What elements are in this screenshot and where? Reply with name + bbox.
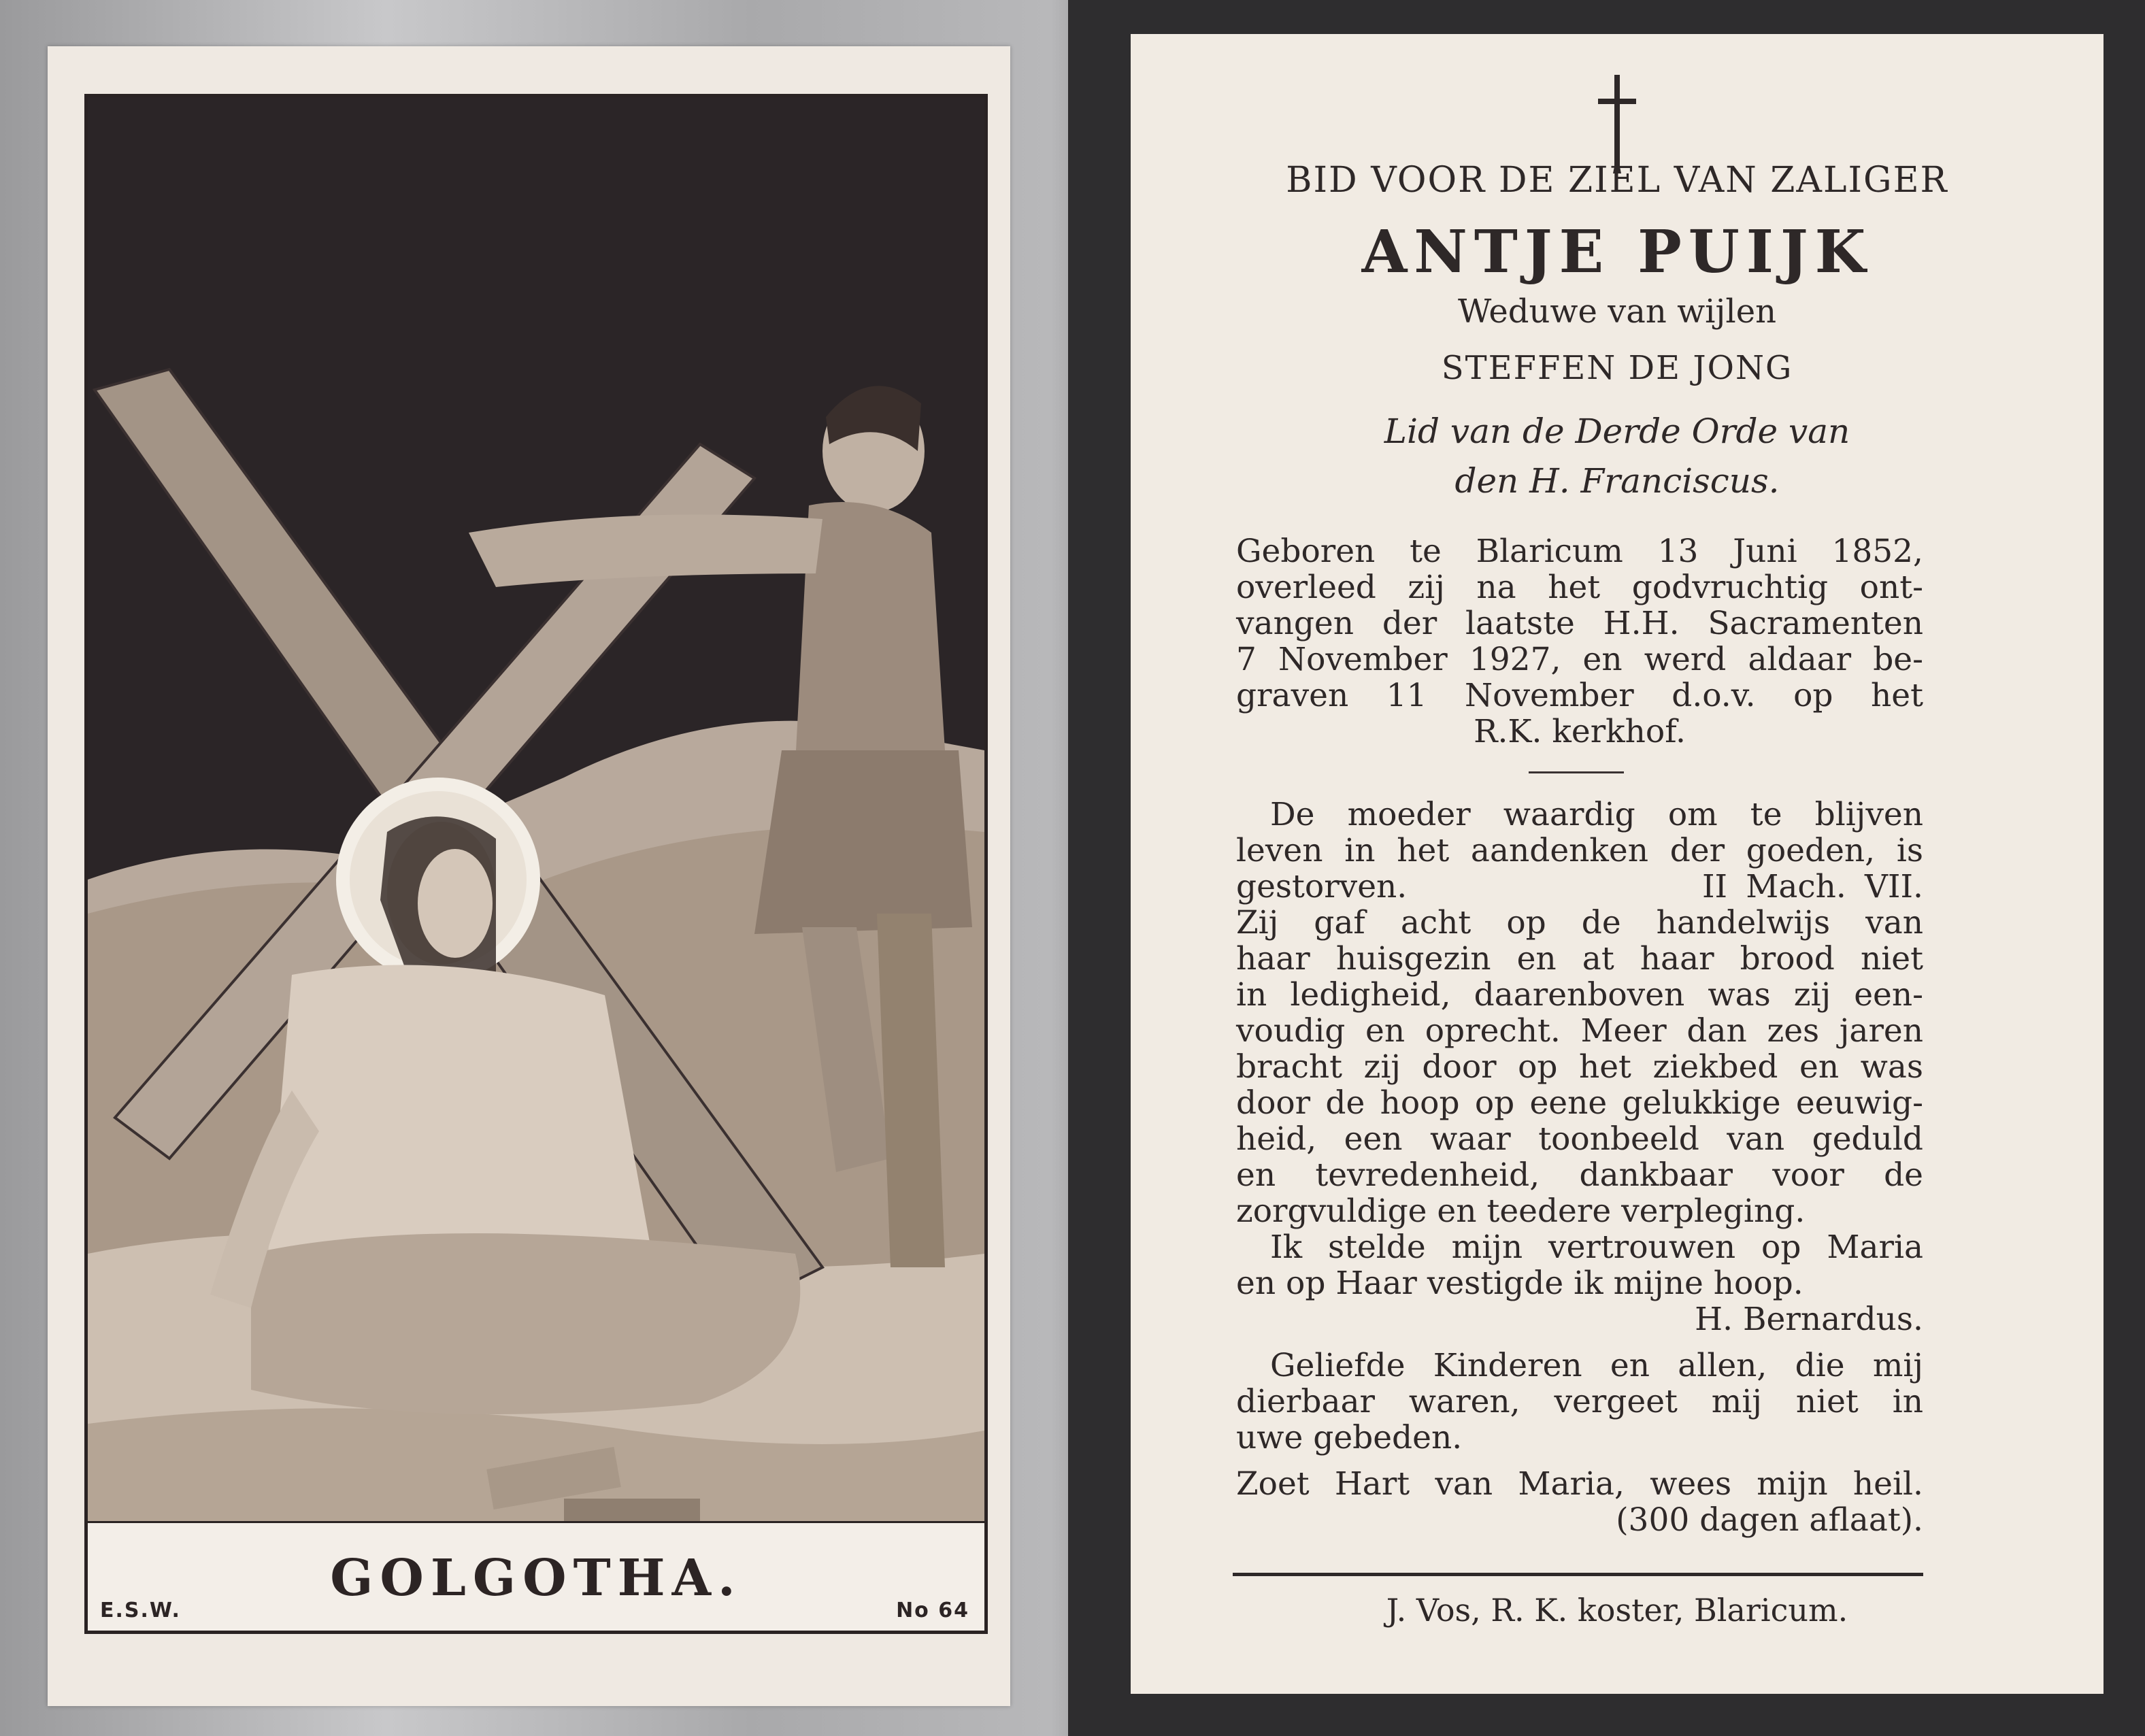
image-caption: GOLGOTHA. [330, 1549, 742, 1607]
widow-of-line: Weduwe van wijlen [1457, 293, 1777, 331]
verse-line: zorgvuldige en teedere verpleging. [1236, 1192, 1806, 1230]
bio-line: vangen der laatste H.H. Sacramenten [1236, 605, 1923, 642]
golgotha-illustration [84, 94, 988, 1589]
verse-attribution: H. Bernardus. [1695, 1301, 1923, 1338]
verse-line: Geliefde Kinderen en allen, die mij [1270, 1347, 1923, 1384]
holy-card-front [48, 46, 1010, 1706]
caption-panel [84, 1521, 988, 1634]
christ-falls-under-cross-image [88, 97, 984, 1586]
verse-line: voudig en oprecht. Meer dan zes jaren [1236, 1012, 1923, 1050]
memorial-card-back [1068, 0, 2145, 1736]
verse-line: en op Haar vestigde ik mijne hoop. [1236, 1265, 1803, 1302]
publisher-mark: E.S.W. [100, 1599, 181, 1622]
order-line-1: Lid van de Derde Orde van [1384, 412, 1850, 451]
bio-line: graven 11 November d.o.v. op het [1236, 677, 1923, 714]
deceased-name: ANTJE PUIJK [1361, 218, 1873, 286]
verse-line: Zij gaf acht op de handelwijs van [1236, 904, 1923, 941]
verse-line: dierbaar waren, vergeet mij niet in [1236, 1383, 1923, 1420]
verse-line: en tevredenheid, dankbaar voor de [1236, 1156, 1923, 1194]
verse-line: Ik stelde mijn vertrouwen op Maria [1270, 1229, 1923, 1266]
prayer-line: Zoet Hart van Maria, wees mijn heil. [1236, 1465, 1923, 1503]
verse-line: in ledigheid, daarenboven was zij een- [1236, 976, 1923, 1014]
spouse-name: STEFFEN DE JONG [1441, 349, 1793, 387]
plate-number: No 64 [896, 1599, 969, 1622]
verse-line: leven in het aandenken der goeden, is [1236, 832, 1923, 869]
section-divider [1529, 771, 1624, 773]
verse-line: bracht zij door op het ziekbed en was [1236, 1048, 1923, 1086]
bio-line: Geboren te Blaricum 13 Juni 1852, [1236, 533, 1923, 570]
memorial-text-panel [1131, 34, 2104, 1694]
bio-line: R.K. kerkhof. [1474, 713, 1686, 750]
cross-icon [1590, 71, 1644, 173]
bio-line: 7 November 1927, en werd aldaar be- [1236, 641, 1923, 678]
heading: BID VOOR DE ZIEL VAN ZALIGER [1286, 160, 1948, 201]
verse-line: heid, een waar toonbeeld van geduld [1236, 1120, 1923, 1158]
verse-line: De moeder waardig om te blijven [1270, 796, 1923, 833]
verse-line: uwe gebeden. [1236, 1419, 1463, 1456]
printer-credit: J. Vos, R. K. koster, Blaricum. [1386, 1592, 1848, 1629]
verse-line: haar huisgezin en at haar brood niet [1236, 940, 1923, 978]
indulgence-note: (300 dagen aflaat). [1616, 1501, 1923, 1539]
verse-line: door de hoop op eene gelukkige eeuwig- [1236, 1084, 1923, 1122]
order-line-2: den H. Franciscus. [1454, 461, 1780, 501]
bio-line: overleed zij na het godvruchtig ont- [1236, 569, 1923, 606]
footer-divider [1233, 1573, 1923, 1576]
verse-line: gestorven. II Mach. VII. [1236, 868, 1923, 905]
